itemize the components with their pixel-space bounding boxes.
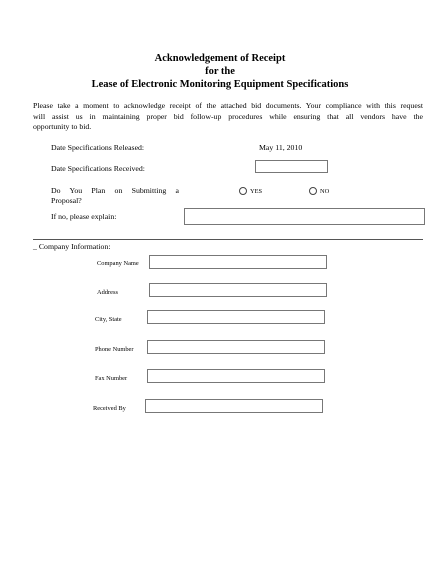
date-released-label: Date Specifications Released:	[51, 143, 145, 152]
intro-line: will assist us in maintaining proper bid follow-up procedures while ensuring that all vendors have the	[33, 111, 423, 121]
radio-icon[interactable]	[309, 187, 317, 195]
date-released-value: May 11, 2010	[259, 143, 303, 152]
document-subtitle: for the	[205, 66, 235, 77]
city-state-label: City, State	[95, 316, 122, 323]
section-divider	[33, 239, 423, 240]
intro-line: opportunity to bid.	[33, 122, 92, 132]
explain-label: If no, please explain:	[51, 212, 117, 221]
yes-option[interactable]	[239, 187, 262, 195]
plan-question-line1: Do You Plan on Submitting a	[51, 186, 179, 195]
no-option[interactable]	[309, 187, 329, 195]
phone-number-label: Phone Number	[95, 346, 134, 353]
intro-paragraph	[33, 101, 423, 133]
no-label: NO	[320, 187, 330, 195]
company-section-label: _ Company Information:	[33, 242, 111, 251]
city-state-field[interactable]	[147, 310, 325, 324]
radio-icon[interactable]	[239, 187, 247, 195]
plan-question-line2: Proposal?	[51, 196, 82, 205]
company-name-field[interactable]	[149, 255, 327, 269]
date-received-label: Date Specifications Received:	[51, 164, 145, 173]
yes-label: YES	[250, 187, 263, 195]
address-label: Address	[97, 289, 118, 296]
phone-number-field[interactable]	[147, 340, 325, 354]
document-title: Acknowledgement of Receipt	[154, 53, 286, 64]
received-by-label: Received By	[93, 405, 126, 412]
explain-field[interactable]	[184, 208, 425, 225]
fax-number-field[interactable]	[147, 369, 325, 383]
received-by-field[interactable]	[145, 399, 323, 413]
fax-number-label: Fax Number	[95, 375, 128, 382]
address-field[interactable]	[149, 283, 327, 297]
intro-line: Please take a moment to acknowledge receipt of the attached bid documents. Your compliance with this request	[33, 101, 423, 110]
date-received-field[interactable]	[255, 160, 328, 173]
document-subject: Lease of Electronic Monitoring Equipment Specifications	[91, 79, 349, 90]
company-name-label: Company Name	[97, 260, 139, 267]
